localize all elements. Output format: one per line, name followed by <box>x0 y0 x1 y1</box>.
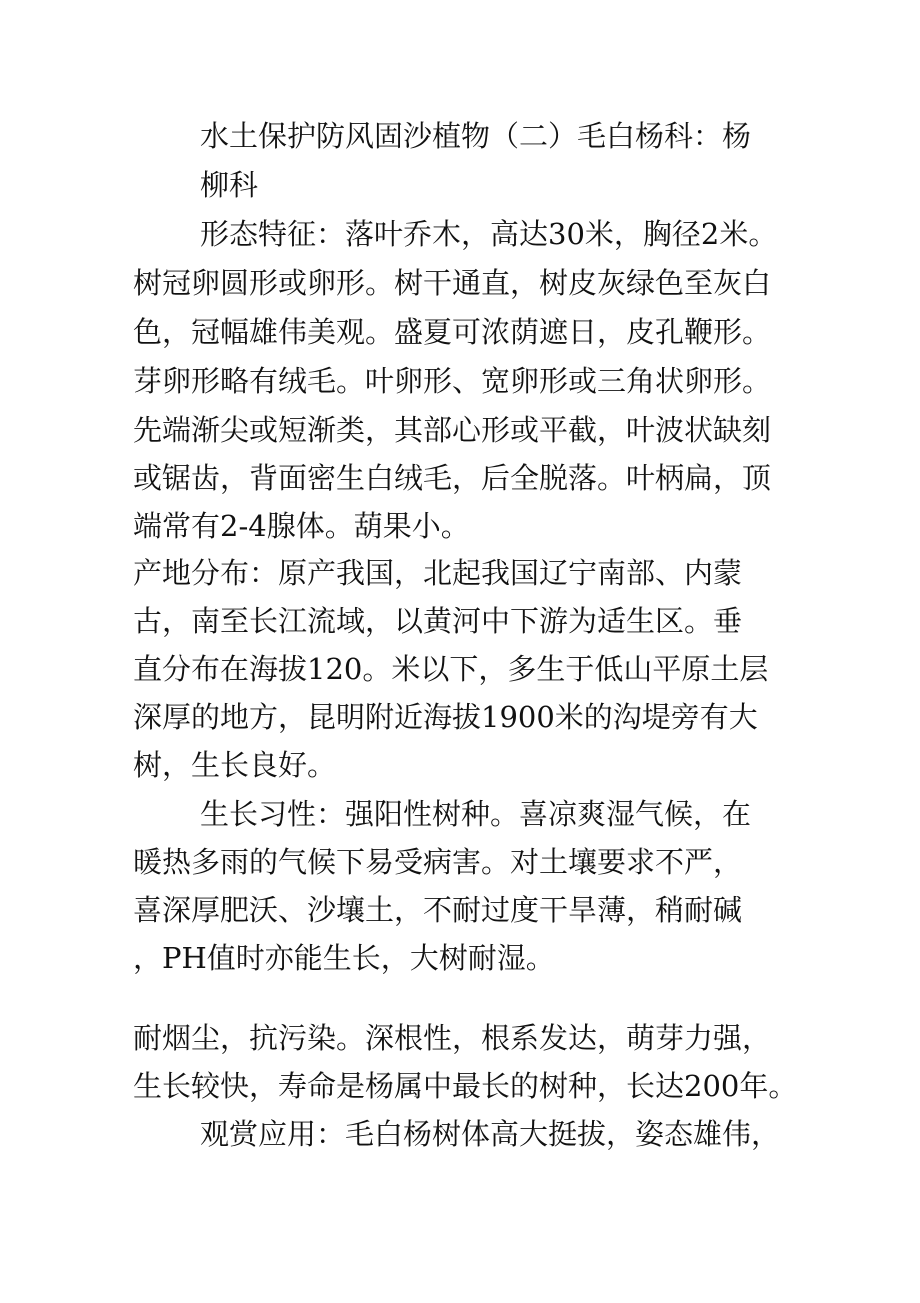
text-line: ，PH值时亦能生长，大树耐湿。 <box>133 941 555 975</box>
text-line: 深厚的地方，昆明附近海拔1900米的沟堤旁有大 <box>133 700 758 734</box>
text-line: 观赏应用：毛白杨树体高大挺拔，姿态雄伟， <box>200 1117 781 1151</box>
text-line: 树冠卵圆形或卵形。树干通直，树皮灰绿色至灰白 <box>133 266 772 300</box>
text-line: 生长习性：强阳性树种。喜凉爽湿气候，在 <box>200 797 752 831</box>
text-line: 形态特征：落叶乔木，高达30米，胸径2米。 <box>200 217 778 251</box>
text-line: 暖热多雨的气候下易受病害。对土壤要求不严， <box>133 845 743 879</box>
text-line: 先端渐尖或短渐类，其部心形或平截，叶波状缺刻 <box>133 413 772 447</box>
text-line: 古，南至长江流域，以黄河中下游为适生区。垂 <box>133 604 743 638</box>
text-line: 产地分布：原产我国，北起我国辽宁南部、内蒙 <box>133 556 743 590</box>
text-line: 生长较快，寿命是杨属中最长的树种，长达200年。 <box>133 1069 798 1103</box>
text-line: 水土保护防风固沙植物（二）毛白杨科：杨 <box>200 119 752 153</box>
text-line: 树，生长良好。 <box>133 748 337 782</box>
text-line: 直分布在海拔120。米以下，多生于低山平原土层 <box>133 652 769 686</box>
text-line: 色，冠幅雄伟美观。盛夏可浓荫遮日，皮孔鞭形。 <box>133 315 772 349</box>
text-line: 端常有2-4腺体。葫果小。 <box>133 509 470 543</box>
text-line: 耐烟尘，抗污染。深根性，根系发达，萌芽力强， <box>133 1021 772 1055</box>
text-line: 或锯齿，背面密生白绒毛，后全脱落。叶柄扁，顶 <box>133 461 772 495</box>
text-line: 芽卵形略有绒毛。叶卵形、宽卵形或三角状卵形。 <box>133 364 772 398</box>
text-line: 柳科 <box>200 168 259 202</box>
text-line: 喜深厚肥沃、沙壤土，不耐过度干旱薄，稍耐碱 <box>133 893 743 927</box>
